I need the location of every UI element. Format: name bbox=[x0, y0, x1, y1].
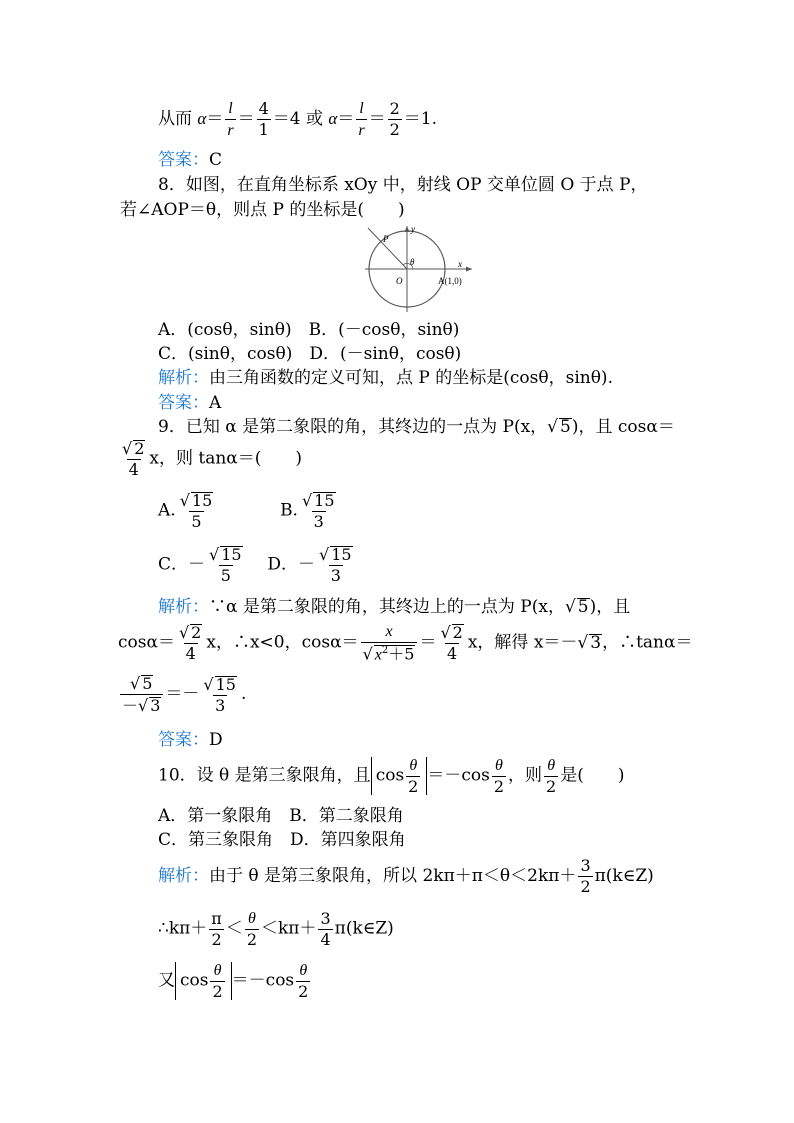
solution-8: 解析：由三角函数的定义可知，点 P 的坐标是(cosθ，sinθ). bbox=[158, 368, 613, 388]
solution-9-line2: cosα＝ $\frac{√ 2}{4}$ x，∴x<0，cosα＝ $\frac{x}{√ x^2+5}$ ＝ $\frac{√ 2}{4}$ x，解得 x＝－√ 3，∴tanα＝ bbox=[118, 623, 693, 664]
q8-options-ab: A．(cosθ，sinθ) B．(－cosθ，sinθ) bbox=[158, 320, 460, 340]
question-8-line1: 8．如图，在直角坐标系 xOy 中，射线 OP 交单位圆 O 于点 P， bbox=[158, 175, 648, 195]
p-label: P bbox=[383, 234, 389, 244]
a-label: A(1,0) bbox=[438, 276, 462, 286]
q8-options-cd: C．(sinθ，cosθ) D．(－sinθ，cosθ) bbox=[158, 344, 462, 364]
solution-10-line3: 又 cos $\frac{\theta}{2}$ ＝－cos $\frac{\theta}{2}$ bbox=[158, 962, 309, 1001]
q9-options-ab: A. $\frac{√ 15}{5}$ B. $\frac{√ 15}{3}$ bbox=[158, 491, 335, 531]
solution-10-line2: ∴kπ＋ $\frac{\pi}{2}$ ＜ $\frac{\theta}{2}$ ＜kπ＋ $\frac{3}{4}$ π(k∈Z) bbox=[158, 908, 394, 949]
o-label: O bbox=[396, 276, 403, 286]
line-alpha-result: 从而 α＝ $\frac{l}{r}$ ＝ $\frac{4}{1}$ ＝4 或 α＝ $\frac{l}{r}$ ＝ $\frac{2}{2}$ ＝1. bbox=[158, 99, 437, 139]
q10-options-ab: A．第一象限角 B．第二象限角 bbox=[158, 806, 404, 826]
x-label: x bbox=[458, 259, 462, 269]
y-arrow-icon bbox=[405, 226, 410, 232]
unit-circle-figure bbox=[350, 222, 480, 314]
answer-label: 答案： bbox=[158, 150, 209, 170]
question-10: 10．设 θ 是第三象限角，且 cos $\frac{\theta}{2}$ ＝－cos $\frac{\theta}{2}$ ，则 $\frac{\theta}{2}$ 是( ) bbox=[158, 757, 625, 796]
solution-9-line3: $\frac{√ 5}{-√ 3}$ ＝－ $\frac{√ 15}{3}$ . bbox=[122, 674, 247, 715]
answer-7: 答案：C bbox=[158, 150, 223, 170]
question-8-line2: 若∠AOP＝θ，则点 P 的坐标是( ) bbox=[120, 200, 405, 220]
answer-9: 答案：D bbox=[158, 730, 223, 750]
q9-options-cd: C．－ $\frac{√ 15}{5}$ D．－ $\frac{√ 15}{3}$ bbox=[158, 545, 352, 585]
question-9-line2: $\frac{√ 2}{4}$ x，则 tanα＝( ) bbox=[122, 439, 303, 479]
x-arrow-icon bbox=[466, 267, 472, 272]
theta-label: θ bbox=[410, 257, 415, 267]
solution-9-line1: 解析：∵α 是第二象限的角，其终边上的一点为 P(x，√ 5)，且 bbox=[158, 597, 631, 617]
y-label: y bbox=[411, 224, 415, 234]
answer-8: 答案：A bbox=[158, 393, 222, 413]
q10-options-cd: C．第三象限角 D．第四象限角 bbox=[158, 830, 406, 850]
question-9-line1: 9．已知 α 是第二象限的角，其终边的一点为 P(x，√ 5)，且 cosα＝ bbox=[158, 417, 675, 437]
solution-10-line1: 解析：由于 θ 是第三象限角，所以 2kπ＋π＜θ＜2kπ＋ $\frac{3}{2}$ π(k∈Z) bbox=[158, 856, 654, 896]
